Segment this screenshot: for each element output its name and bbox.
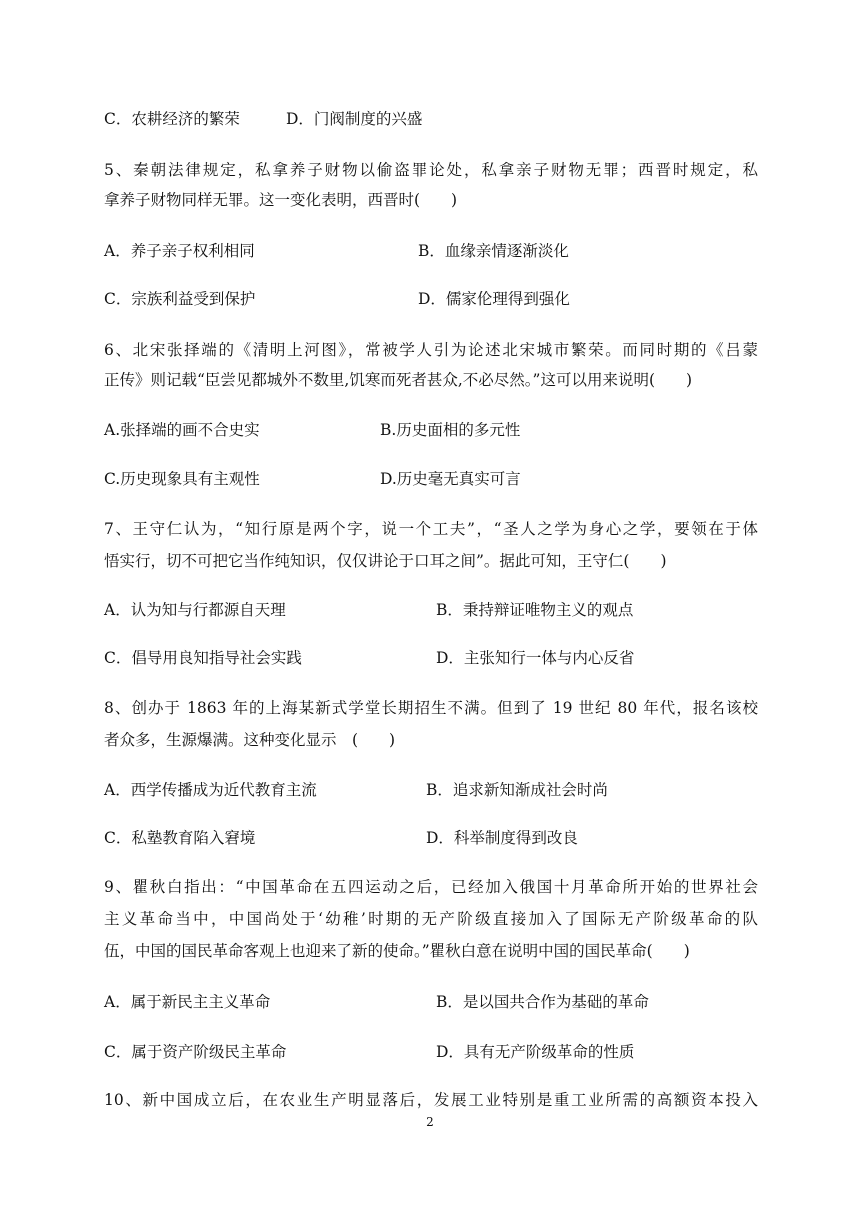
q10-stem-line-1: 10、新中国成立后，在农业生产明显落后，发展工业特别是重工业所需的高额资本投入 (104, 1091, 758, 1109)
q5-option-d: D．儒家伦理得到强化 (418, 290, 570, 308)
q6-option-a: A.张择端的画不合史实 (104, 421, 260, 439)
q8-stem-line-2: 者众多，生源爆满。这种变化显示 ( ) (104, 731, 396, 749)
q5-stem-line-2: 拿养子财物同样无罪。这一变化表明，西晋时( ) (104, 191, 458, 209)
q7-option-c: C．倡导用良知指导社会实践 (104, 649, 302, 667)
q9-option-b: B．是以国共合作为基础的革命 (436, 993, 649, 1011)
q7-stem-line-2: 悟实行，切不可把它当作纯知识，仅仅讲论于口耳之间”。据此可知，王守仁( ) (104, 552, 667, 570)
q6-option-b: B.历史面相的多元性 (380, 421, 521, 439)
q9-option-c: C．属于资产阶级民主革命 (104, 1043, 287, 1061)
q8-option-d: D．科举制度得到改良 (426, 829, 578, 847)
q7-option-a: A．认为知与行都源自天理 (104, 601, 286, 619)
q7-stem-line-1: 7、王守仁认为，“知行原是两个字，说一个工夫”，“圣人之学为身心之学，要领在于体 (104, 520, 758, 538)
q8-option-b: B．追求新知渐成社会时尚 (426, 781, 608, 799)
q4-option-d: D．门阀制度的兴盛 (286, 110, 423, 128)
q9-stem-line-3: 伍，中国的国民革命客观上也迎来了新的使命。”瞿秋白意在说明中国的国民革命( ) (104, 942, 690, 960)
q6-stem-line-2: 正传》则记载“臣尝见都城外不数里,饥寒而死者甚众,不必尽然。”这可以用来说明( ) (104, 371, 693, 389)
q5-stem-line-1: 5、秦朝法律规定，私拿养子财物以偷盗罪论处，私拿亲子财物无罪；西晋时规定，私 (104, 161, 758, 179)
q6-stem-line-1: 6、北宋张择端的《清明上河图》，常被学人引为论述北宋城市繁荣。而同时期的《吕蒙 (104, 341, 758, 359)
q9-option-a: A．属于新民主主义革命 (104, 993, 271, 1011)
q7-option-d: D．主张知行一体与内心反省 (436, 649, 635, 667)
q5-option-b: B．血缘亲情逐渐淡化 (418, 242, 569, 260)
q8-option-a: A．西学传播成为近代教育主流 (104, 781, 317, 799)
page-number: 2 (426, 1115, 434, 1129)
q8-stem-line-1: 8、创办于 1863 年的上海某新式学堂长期招生不满。但到了 19 世纪 80 年代，报名该校 (104, 699, 758, 717)
q5-option-c: C．宗族利益受到保护 (104, 290, 256, 308)
q4-option-c: C．农耕经济的繁荣 (104, 110, 240, 128)
q6-option-d: D.历史毫无真实可言 (380, 470, 521, 488)
q7-option-b: B．秉持辩证唯物主义的观点 (436, 601, 634, 619)
q5-option-a: A．养子亲子权利相同 (104, 242, 255, 260)
q9-stem-line-2: 主义革命当中，中国尚处于‘幼稚’时期的无产阶级直接加入了国际无产阶级革命的队 (104, 910, 758, 928)
q8-option-c: C．私塾教育陷入窘境 (104, 829, 256, 847)
q9-option-d: D．具有无产阶级革命的性质 (436, 1043, 635, 1061)
q9-stem-line-1: 9、瞿秋白指出：“中国革命在五四运动之后，已经加入俄国十月革命所开始的世界社会 (104, 878, 758, 896)
q6-option-c: C.历史现象具有主观性 (104, 470, 260, 488)
